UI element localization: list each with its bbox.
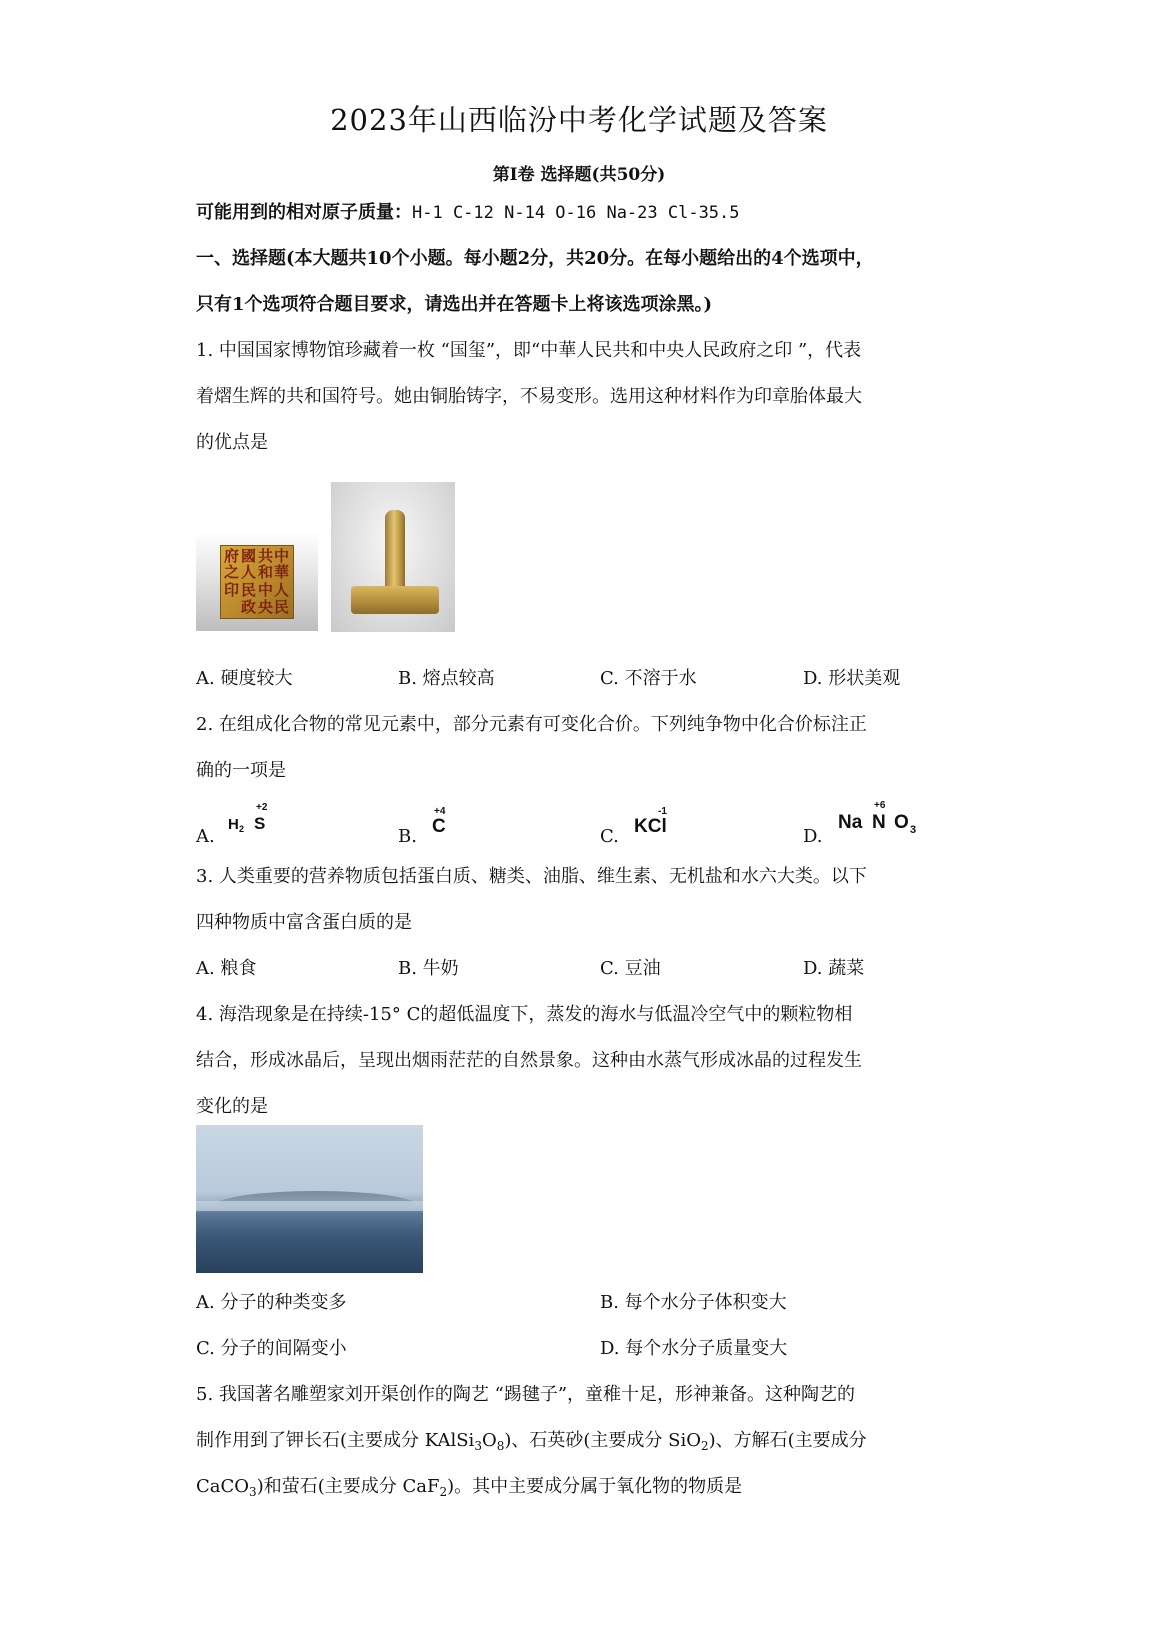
page-title: 2023年山西临汾中考化学试题及答案 (330, 103, 828, 137)
seal-square (220, 545, 294, 619)
sea-fog-image (196, 1125, 423, 1273)
q5-text: 制作用到了钾长石(主要成分 KAlSi (196, 1430, 475, 1451)
q1-option-a: A. 硬度较大 (196, 668, 293, 689)
q3-line-2: 四种物质中富含蛋白质的是 (196, 912, 412, 933)
seal-glyph: 華 (274, 563, 290, 581)
q2-option-a-formula (228, 802, 288, 846)
subscript: 3 (249, 1485, 257, 1499)
q5-text: )、石英砂(主要成分 SiO (504, 1430, 701, 1451)
q4-option-d: D. 每个水分子质量变大 (600, 1338, 788, 1359)
seal-glyph: 政 (241, 598, 257, 616)
seal-glyph: 民 (241, 581, 257, 599)
section1-instructions-1: 一、选择题(本大题共10个小题。每小题2分，共20分。在每小题给出的4个选项中， (196, 248, 874, 269)
formula-kcl: KCl (634, 816, 667, 837)
q4-line-3: 变化的是 (196, 1096, 268, 1117)
seal-base (351, 586, 439, 614)
formula-c: C (432, 816, 446, 837)
valence-label: +4 (434, 806, 446, 817)
subscript: 3 (474, 1439, 482, 1453)
q2-option-c-letter: C. (600, 826, 619, 847)
valence-label: +2 (256, 802, 268, 813)
formula-na: Na (838, 812, 863, 833)
seal-handle (385, 510, 405, 592)
q1-line-2: 着熠生辉的共和国符号。她由铜胎铸字，不易变形。选用这种材料作为印章胎体最大 (196, 386, 862, 407)
q1-line-3: 的优点是 (196, 432, 268, 453)
atomic-masses-line (196, 198, 740, 224)
q5-line-3 (196, 1472, 742, 1499)
q3-option-a: A. 粮食 (196, 958, 257, 979)
q1-option-d: D. 形状美观 (803, 668, 901, 689)
formula-h: H (228, 816, 239, 833)
seal-glyph: 央 (258, 598, 274, 616)
q2-option-c-formula (634, 806, 694, 846)
section1-instructions-2: 只有1个选项符合题目要求，请选出并在答题卡上将该选项涂黑。) (196, 294, 713, 315)
q4-option-c: C. 分子的间隔变小 (196, 1338, 347, 1359)
q1-option-b: B. 熔点较高 (398, 668, 495, 689)
q5-line-2 (196, 1426, 867, 1453)
seal-glyph: 人 (241, 563, 257, 581)
seal-glyph: 和 (258, 563, 274, 581)
q3-option-b: B. 牛奶 (398, 958, 459, 979)
q4-option-b: B. 每个水分子体积变大 (600, 1292, 787, 1313)
formula-sub: 2 (239, 824, 245, 834)
q2-option-d-formula (838, 800, 928, 846)
q2-option-b-formula (432, 806, 472, 846)
atomic-masses-label: 可能用到的相对原子质量： (196, 202, 412, 223)
formula-s: S (254, 814, 266, 833)
q2-option-b-letter: B. (398, 826, 417, 847)
fog-band (196, 1201, 423, 1211)
section-heading: 第Ⅰ卷 选择题(共50分) (492, 165, 666, 185)
seal-glyph: 印 (224, 581, 240, 599)
valence-label: -1 (658, 806, 667, 817)
q1-option-c: C. 不溶于水 (600, 668, 697, 689)
q3-option-c: C. 豆油 (600, 958, 661, 979)
seal-glyph: 府 (224, 547, 240, 565)
q4-option-a: A. 分子的种类变多 (196, 1292, 347, 1313)
q2-option-d-letter: D. (803, 826, 823, 847)
q2-line-2: 确的一项是 (196, 760, 286, 781)
valence-label: +6 (874, 800, 886, 811)
formula-sub: 3 (910, 824, 917, 836)
formula-o: O (894, 812, 909, 833)
q5-line-1: 5. 我国著名雕塑家刘开渠创作的陶艺 “踢毽子”，童稚十足，形神兼备。这种陶艺的 (196, 1384, 856, 1405)
seal-glyph: 中 (274, 547, 290, 565)
q3-option-d: D. 蔬菜 (803, 958, 865, 979)
seal-glyph: 國 (241, 547, 257, 565)
q5-text: O (481, 1430, 497, 1451)
atomic-masses-values: H-1 C-12 N-14 O-16 Na-23 Cl-35.5 (412, 203, 740, 223)
q5-text: )、方解石(主要成分 (708, 1430, 867, 1451)
seal-glyph: 中 (258, 581, 274, 599)
subscript: 2 (439, 1485, 448, 1499)
seal-glyph: 之 (224, 563, 240, 581)
q1-line-1: 1. 中国国家博物馆珍藏着一枚 “国玺”，即“中華人民共和中央人民政府之印 ”，代表 (196, 340, 862, 361)
q2-option-a-letter: A. (196, 826, 215, 847)
subscript: 2 (700, 1439, 709, 1453)
q5-text: CaCO (196, 1476, 250, 1497)
subscript: 8 (496, 1439, 505, 1453)
seal-face-image (196, 531, 318, 631)
formula-n: N (872, 812, 886, 833)
q5-text: )和萤石(主要成分 CaF (256, 1476, 440, 1497)
q3-line-1: 3. 人类重要的营养物质包括蛋白质、糖类、油脂、维生素、无机盐和水六大类。以下 (196, 866, 867, 887)
seal-side-image (331, 482, 455, 632)
seal-glyph: 共 (258, 547, 274, 565)
q4-line-1: 4. 海浩现象是在持续-15° C的超低温度下，蒸发的海水与低温冷空气中的颗粒物相 (196, 1004, 853, 1025)
seal-glyph: 民 (274, 598, 290, 616)
q4-line-2: 结合，形成冰晶后，呈现出烟雨茫茫的自然景象。这种由水蒸气形成冰晶的过程发生 (196, 1050, 862, 1071)
seal-glyph: 人 (274, 581, 290, 599)
q5-text: )。其中主要成分属于氧化物的物质是 (447, 1476, 743, 1497)
q2-line-1: 2. 在组成化合物的常见元素中，部分元素有可变化合价。下列纯争物中化合价标注正 (196, 714, 867, 735)
